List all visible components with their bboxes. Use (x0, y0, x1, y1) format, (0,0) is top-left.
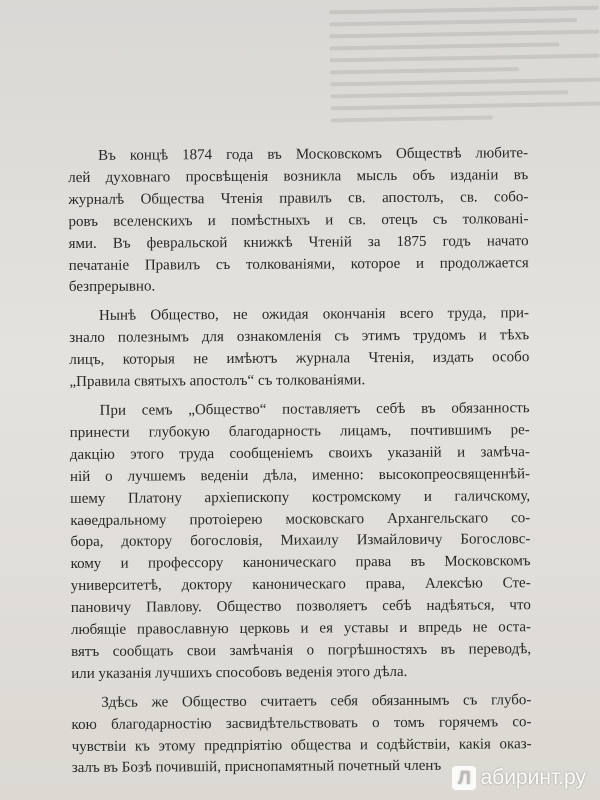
text-line: каѳедральному протоіерею московскаго Архангельскаго со- (70, 509, 531, 529)
text-line: любящіе православную церковь и ея уставы и впредь не остa- (70, 619, 531, 639)
text-line: пановичу Павлову. Общество позволяетъ себѣ надѣяться, что (70, 597, 531, 617)
text-line: знало полезнымъ для ознакомленія съ этимъ трудомъ и тѣхъ (69, 327, 530, 347)
text-line: лей духовнаго просвѣщенія возникла мысль объ изданіи въ (68, 167, 529, 186)
text-line: Въ концѣ 1874 года въ Московскомъ Обществѣ любите- (98, 145, 529, 164)
text-line: университетѣ, доктору каноническаго права, Алексѣю Сте- (70, 575, 531, 595)
logo-letter: Л (458, 768, 471, 788)
text-line: дакцію этого труда сообщеніемъ своихъ указаній и замѣча- (69, 443, 530, 463)
text-line: „Правила святыхъ апостолъ“ съ толкованіями. (69, 372, 366, 391)
paragraph (68, 143, 529, 299)
text-line: кому и профессору каноническаго права въ Московскомъ (70, 553, 531, 573)
text-line: Здѣсь же Общество считаетъ себя обязаннымъ съ глубо- (101, 691, 532, 711)
text-line: безпрерывно. (68, 278, 156, 296)
labirint-watermark (452, 766, 586, 790)
paragraph (69, 304, 530, 394)
text-line: ровъ вселенскихъ и помѣстныхъ и св. отецъ съ толковані- (68, 210, 529, 230)
text-line: кою благодарностію засвидѣтельствовать о томъ горячемъ со- (71, 713, 532, 733)
paragraph (70, 398, 532, 686)
text-line: При семъ „Общество“ поставляетъ себѣ въ обязанность (99, 400, 530, 419)
text-line: бора, доктору богословія, Михаилу Измайловичу Богословс- (70, 531, 531, 551)
text-line: шему Платону архіепископу костромскому и галичскому, (70, 487, 531, 507)
text-line: вятъ сообщать свои замѣчанія о погрѣшностяхъ въ переводѣ, (71, 641, 532, 660)
text-line: Нынѣ Общество, не ожидая окончанія всего труда, при- (98, 305, 530, 325)
text-line: журналѣ Общества Чтенія правилъ св. апостолъ, св. собо- (68, 189, 529, 208)
body-text (68, 143, 532, 780)
text-line: или указанія лучшихъ способовъ веденія этого дѣла. (71, 663, 408, 682)
text-line: печатаніе Правилъ съ толкованіями, которое и продолжается (68, 254, 529, 274)
watermark-text: абиринт.ру (480, 766, 586, 789)
text-line: чувствіи къ этому предпріятію общества и содѣйствіи, какія оказ- (71, 735, 532, 755)
labirint-logo-icon (452, 766, 476, 790)
text-line: ями. Въ февральской книжкѣ Чтеній за 1875 годъ начато (68, 232, 529, 252)
bleed-through-text (329, 0, 600, 152)
text-line: принести глубокую благодарность лицамъ, почтившимъ ре- (69, 422, 530, 441)
text-line: лицъ, которыя не имѣютъ журнала Чтенія, издать особо (69, 349, 530, 369)
text-line: залъ въ Бозѣ почившій, приснопамятный почетный членъ (71, 758, 442, 777)
text-line: ній о лучшемъ веденіи дѣла, именно: высокопреосвященнѣй- (69, 465, 531, 485)
